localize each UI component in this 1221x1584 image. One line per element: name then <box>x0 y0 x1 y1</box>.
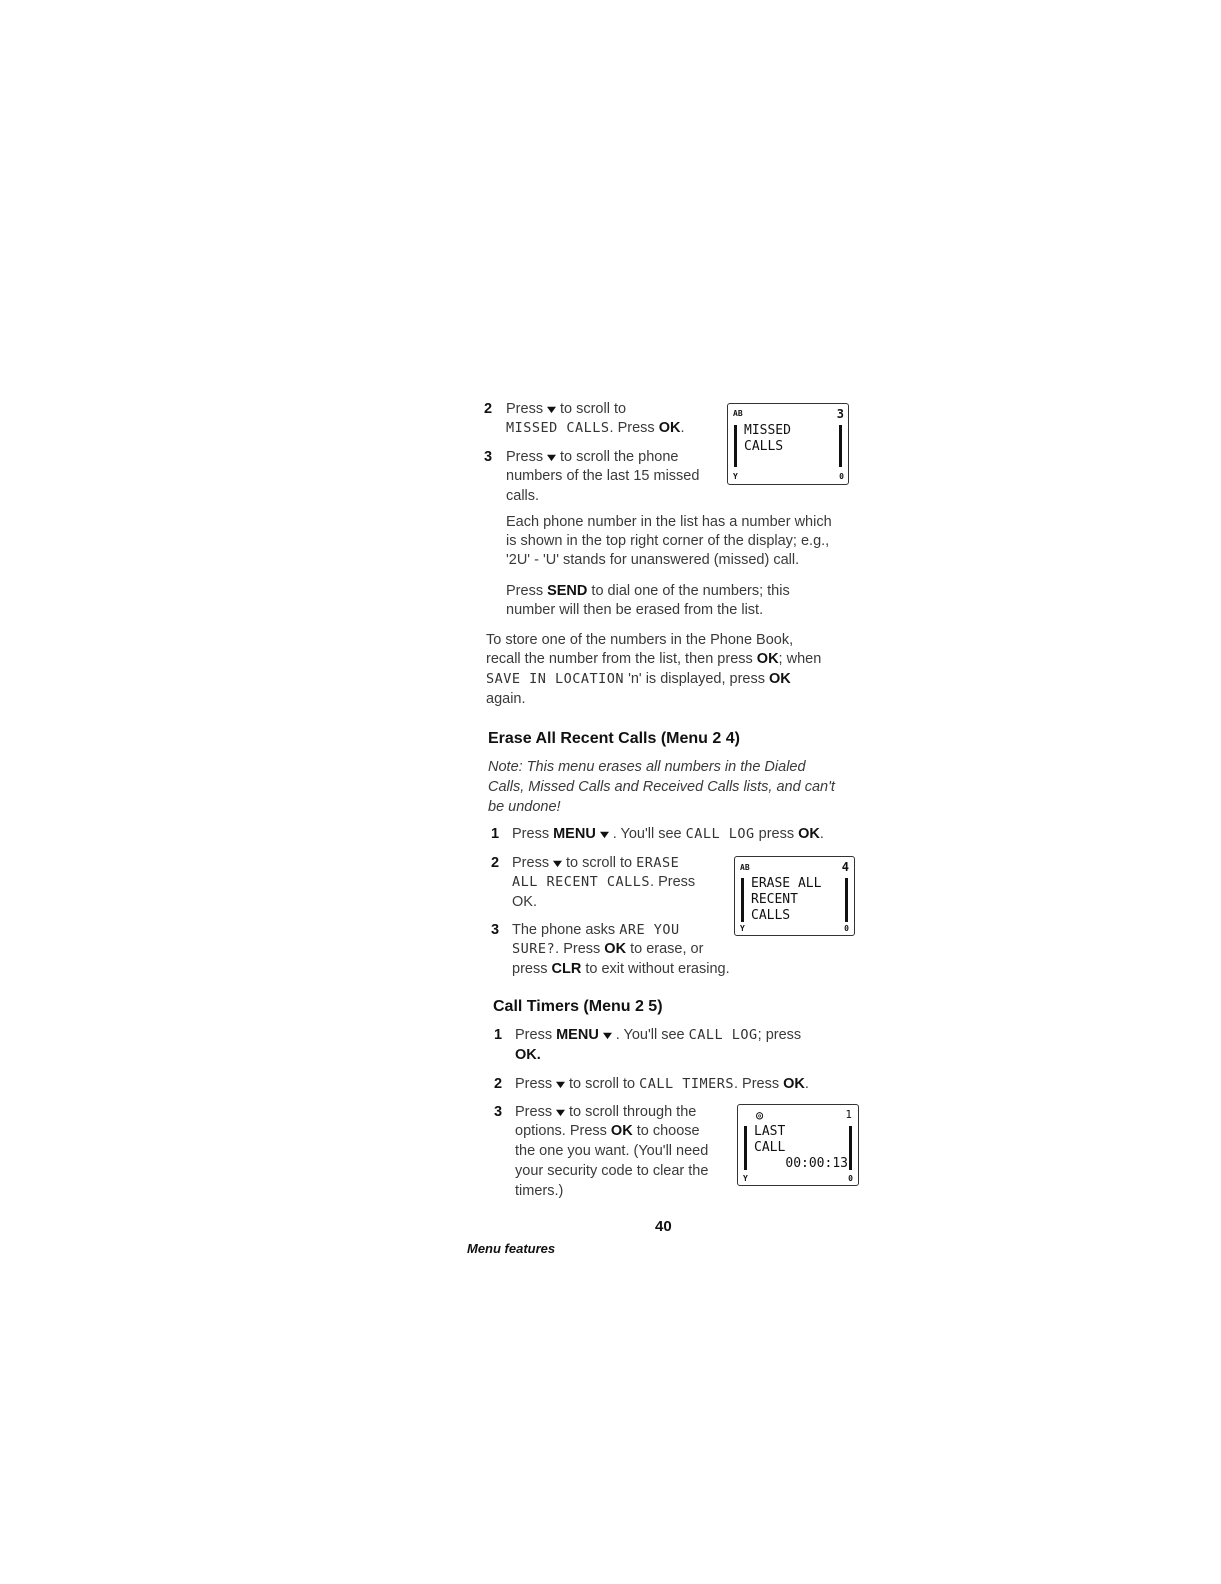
step-text: SURE?. Press OK to erase, or <box>512 941 704 957</box>
scroll-down-icon: ▼ <box>552 1079 569 1091</box>
step-number: 1 <box>491 826 500 842</box>
phone-display <box>727 403 849 485</box>
scroll-bar-right <box>845 878 848 922</box>
step-number: 3 <box>494 1104 503 1120</box>
clock-icon: ◎ <box>756 1108 764 1122</box>
step-text: Press▼to scroll through the <box>515 1102 696 1123</box>
step-text: numbers of the last 15 missed <box>506 468 700 484</box>
display-text: ERASE ALL RECENT CALLS <box>751 876 822 923</box>
step-text: Press▼to scroll to ERASE <box>512 853 679 874</box>
scroll-down-icon: ▼ <box>543 404 560 416</box>
scroll-down-icon: ▼ <box>599 1030 615 1042</box>
step-text: Press MENU▼. You'll see CALL LOG press OK. <box>512 824 824 845</box>
scroll-down-icon: ▼ <box>596 829 612 841</box>
note-line: be undone! <box>488 799 561 815</box>
step-number: 2 <box>494 1076 503 1092</box>
step-number: 3 <box>484 449 493 465</box>
step-number: 1 <box>494 1027 503 1043</box>
step-text: Press▼to scroll to CALL TIMERS. Press OK. <box>515 1074 809 1095</box>
step-text: options. Press OK to choose <box>515 1123 700 1139</box>
display-bottom-right: 0 <box>848 1174 853 1183</box>
step-number: 2 <box>484 401 493 417</box>
section-heading: Call Timers (Menu 2 5) <box>493 998 663 1015</box>
display-bottom-left: Y <box>743 1174 748 1183</box>
paragraph-line: SAVE IN LOCATION 'n' is displayed, press OK <box>486 671 791 687</box>
paragraph-line: is shown in the top right corner of the display; e.g., <box>506 533 830 549</box>
step-number: 2 <box>491 855 500 871</box>
display-text: LAST CALL 00:00:13 <box>754 1124 848 1171</box>
phone-display <box>734 856 855 936</box>
paragraph-line: To store one of the numbers in the Phone Book, <box>486 632 794 648</box>
step-text: Press▼to scroll to <box>506 399 626 420</box>
scroll-down-icon: ▼ <box>549 858 566 870</box>
step-text: your security code to clear the <box>515 1163 709 1179</box>
step-number: 3 <box>491 922 500 938</box>
step-text: the one you want. (You'll need <box>515 1143 709 1159</box>
paragraph-line: Each phone number in the list has a number which <box>506 514 832 530</box>
note-line: Note: This menu erases all numbers in the Dialed <box>488 759 806 775</box>
step-text: ALL RECENT CALLS. Press <box>512 874 696 890</box>
scroll-bar-left <box>734 425 737 467</box>
display-bottom-right: 0 <box>844 924 849 933</box>
paragraph-line: '2U' - 'U' stands for unanswered (missed) call. <box>506 552 800 568</box>
display-bottom-left: Y <box>740 924 745 933</box>
step-text: OK. <box>515 1047 541 1063</box>
step-text: press CLR to exit without erasing. <box>512 961 730 977</box>
note-line: Calls, Missed Calls and Received Calls lists, and can't <box>488 779 835 795</box>
step-text: Press▼to scroll the phone <box>506 447 678 468</box>
display-indicator: AB <box>740 863 750 872</box>
step-text: calls. <box>506 488 540 504</box>
paragraph-line: recall the number from the list, then press OK; when <box>486 651 822 667</box>
scroll-down-icon: ▼ <box>543 452 560 464</box>
page-number: 40 <box>655 1218 672 1235</box>
paragraph-line: again. <box>486 691 526 707</box>
step-text: Press MENU▼. You'll see CALL LOG; press <box>515 1025 801 1046</box>
step-text: The phone asks ARE YOU <box>512 922 680 938</box>
display-bottom-right: 0 <box>839 472 844 481</box>
footer-title: Menu features <box>467 1241 556 1256</box>
phone-display <box>737 1104 859 1186</box>
scroll-bar-right <box>849 1126 852 1170</box>
display-index: 1 <box>845 1108 852 1121</box>
step-text: timers.) <box>515 1183 564 1199</box>
display-text: MISSED CALLS <box>744 423 791 454</box>
display-index: 4 <box>841 860 849 874</box>
section-heading: Erase All Recent Calls (Menu 2 4) <box>488 730 740 747</box>
step-text: OK. <box>512 894 537 910</box>
paragraph-line: Press SEND to dial one of the numbers; this <box>506 583 790 599</box>
scroll-down-icon: ▼ <box>552 1107 569 1119</box>
scroll-bar-left <box>741 878 744 922</box>
display-index: 3 <box>836 407 844 421</box>
step-text: MISSED CALLS. Press OK. <box>506 420 685 436</box>
paragraph-line: number will then be erased from the list. <box>506 602 764 618</box>
display-indicator: AB <box>733 409 743 418</box>
scroll-bar-left <box>744 1126 747 1170</box>
scroll-bar-right <box>839 425 842 467</box>
display-bottom-left: Y <box>733 472 738 481</box>
